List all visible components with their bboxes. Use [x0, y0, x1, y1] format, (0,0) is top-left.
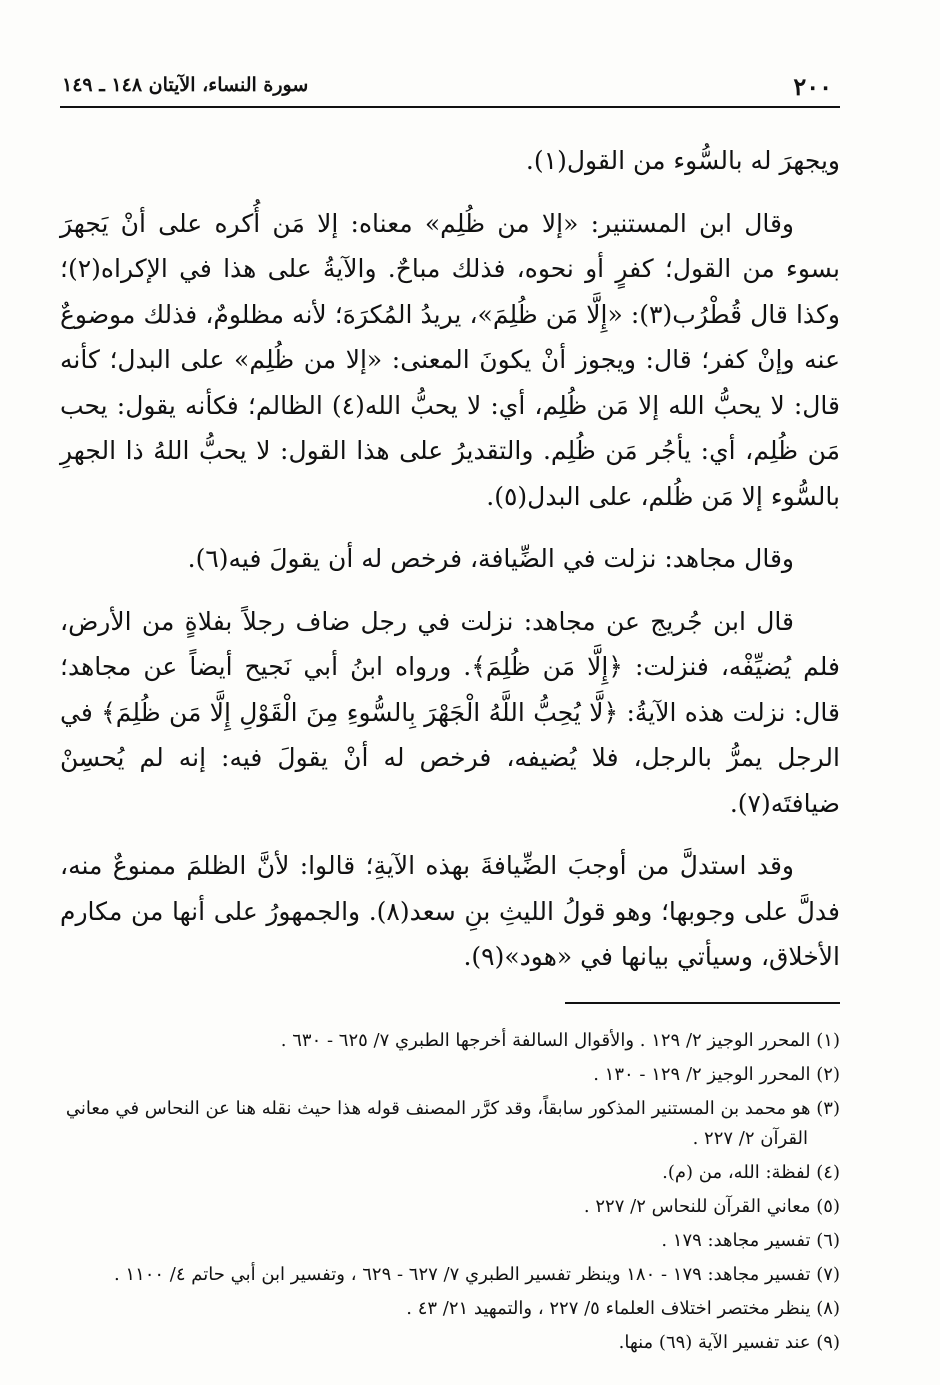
footnote: (٩) عند تفسير الآية (٦٩) منها.: [618, 1331, 840, 1353]
running-title: سورة النساء، الآيتان ١٤٨ ـ ١٤٩: [62, 74, 309, 96]
footnote: (٤) لفظة: الله، من (م).: [662, 1161, 840, 1183]
page-header: [60, 60, 840, 108]
footnote-divider: [565, 1002, 840, 1004]
footnote: (٧) تفسير مجاهد: ١٧٩ - ١٨٠ وينظر تفسير الطبري ٧/ ٦٢٧ - ٦٢٩ ، وتفسير ابن أبي حاتم ٤/ ١١٠٠ .: [113, 1263, 840, 1285]
paragraph: وقد استدلَّ من أوجبَ الضِّيافةَ بهذه الآيةِ؛ قالوا: لأنَّ الظلمَ ممنوعٌ منه، فدلَّ على وجوبها؛ وهو قولُ الليثِ بنِ سعد(٨). والجمهورُ على أنها من مكارم الأخلاق، وسيأتي بيانها في «هود»(٩).: [60, 851, 840, 971]
book-page: [60, 60, 840, 1362]
paragraph: قال ابن جُريج عن مجاهد: نزلت في رجل ضاف رجلاً بفلاةٍ من الأرض، فلم يُضيِّفْه، فنزلت: ﴿إِلَّا مَن ظُلِمَ﴾. ورواه ابنُ أبي نَجيح أيضاً عن مجاهد؛ قال: نزلت هذه الآيةُ: ﴿لَّا يُحِبُّ اللَّهُ الْجَهْرَ بِالسُّوءِ مِنَ الْقَوْلِ إِلَّا مَن ظُلِمَ﴾ في الرجل يمرُّ بالرجل، فلا يُضيفه، فرخص له أنْ يقولَ فيه: إنه لم يُحسِنْ ضيافتَه(٧).: [60, 606, 840, 818]
paragraph: ويجهرَ له بالسُّوء من القول(١).: [525, 146, 840, 175]
footnote: (٦) تفسير مجاهد: ١٧٩ .: [661, 1229, 840, 1251]
footnote: (١) المحرر الوجيز ٢/ ١٢٩ . والأقوال السالفة أخرجها الطبري ٧/ ٦٢٥ - ٦٣٠ .: [280, 1029, 840, 1051]
page-number: ٢٠٠: [793, 72, 832, 101]
footnote: (٥) معاني القرآن للنحاس ٢/ ٢٢٧ .: [583, 1195, 840, 1217]
paragraph: وقال مجاهد: نزلت في الضِّيافة، فرخص له أن يقولَ فيه(٦).: [187, 544, 794, 573]
paragraph: وقال ابن المستنير: «إلا من ظُلِم» معناه: إلا مَن أُكره على أنْ يَجهرَ بسوء من القول؛ كفرٍ أو نحوه، فذلك مباحٌ. والآيةُ على هذا في الإكراه(٢)؛ وكذا قال قُطْرُب(٣): «إِلَّا مَن ظُلِمَ»، يريدُ المُكرَهَ؛ لأنه مظلومٌ، فذلك موضوعٌ عنه وإنْ كفر؛ قال: ويجوز أنْ يكونَ المعنى: «إلا من ظُلِم» على البدل؛ كأنه قال: لا يحبُّ الله إلا مَن ظُلِم، أي: لا يحبُّ الله(٤) الظالم؛ فكأنه يقول: يحب مَن ظُلِم، أي: يأجُر مَن ظُلِم. والتقديرُ على هذا القول: لا يحبُّ اللهُ ذا الجهرِ بالسُّوء إلا مَن ظُلم، على البدل(٥).: [60, 208, 840, 511]
footnotes: [60, 1026, 840, 1358]
footnote: (٣) هو محمد بن المستنير المذكور سابقاً، وقد كرَّر المصنف قوله هذا حيث نقله هنا عن النحاس في معاني القرآن ٢/ ٢٢٧ .: [65, 1097, 840, 1149]
footnote: (٨) ينظر مختصر اختلاف العلماء ٥/ ٢٢٧ ، والتمهيد ٢١/ ٤٣ .: [406, 1297, 840, 1319]
main-text: [60, 138, 840, 980]
footnote: (٢) المحرر الوجيز ٢/ ١٢٩ - ١٣٠ .: [593, 1063, 840, 1085]
